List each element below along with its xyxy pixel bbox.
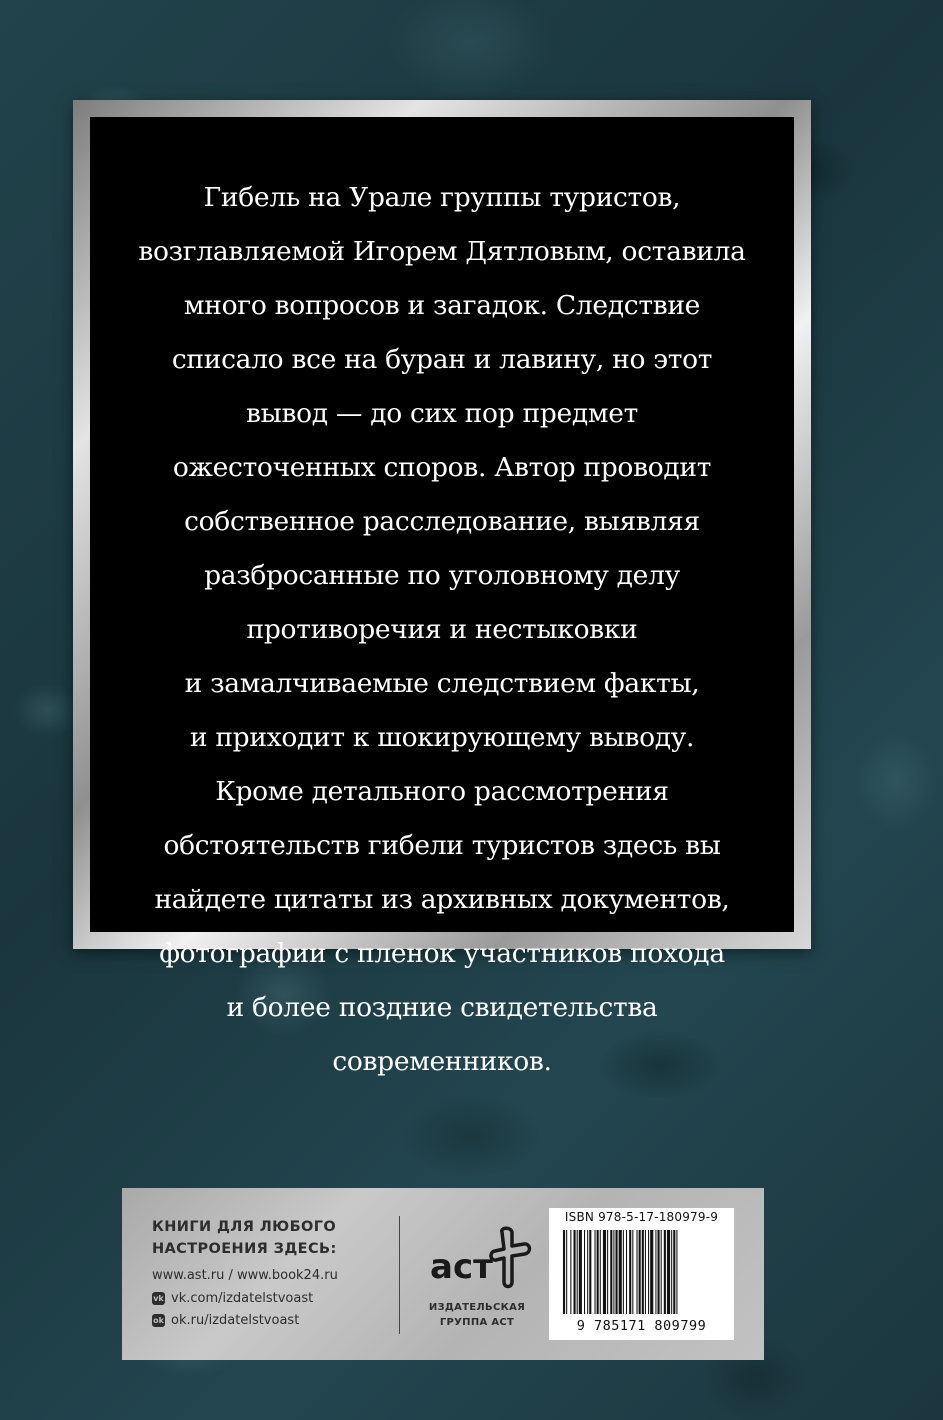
barcode-bar (626, 1230, 627, 1314)
barcode-bar (632, 1230, 633, 1314)
ok-icon: ok (153, 1316, 164, 1325)
barcode-bar (600, 1230, 601, 1314)
blurb-line: ожесточенных споров. Автор проводит (172, 452, 712, 483)
blurb-line: фотографии с пленок участников похода (159, 938, 725, 969)
barcode-bar (667, 1230, 670, 1314)
barcode-bar (623, 1230, 624, 1314)
publisher-line: ГРУППА АСТ (439, 1317, 515, 1328)
blurb-line: и замалчиваемые следствием факты, (184, 668, 700, 699)
divider (399, 1216, 400, 1334)
publisher-name (407, 1300, 547, 1330)
barcode-bar (661, 1230, 662, 1314)
barcode-bars (563, 1230, 721, 1314)
barcode-bar (587, 1230, 588, 1314)
barcode-bar (610, 1230, 612, 1314)
barcode (549, 1208, 734, 1340)
barcode-bar (639, 1230, 641, 1314)
books-title-line: КНИГИ ДЛЯ ЛЮБОГО (152, 1219, 337, 1235)
barcode-bar (676, 1230, 677, 1314)
barcode-bar (584, 1230, 585, 1314)
barcode-bar (607, 1230, 608, 1314)
barcode-bar (613, 1230, 614, 1314)
barcode-bar (616, 1230, 618, 1314)
blurb-line: Гибель на Урале группы туристов, (203, 182, 681, 213)
website-link[interactable] (152, 1268, 338, 1283)
blurb-line: современников. (332, 1046, 552, 1077)
blurb-line: обстоятельств гибели туристов здесь вы (163, 830, 721, 861)
isbn-text: ISBN 978-5-17-180979-9 (564, 1210, 719, 1224)
barcode-bar (603, 1230, 606, 1314)
ok-link[interactable] (152, 1313, 299, 1328)
books-title (152, 1216, 337, 1260)
barcode-bar (637, 1230, 638, 1314)
ok-text: ok.ru/izdatelstvoast (171, 1313, 300, 1328)
publisher-info-box (122, 1188, 764, 1360)
barcode-bar (648, 1230, 649, 1314)
barcode-bar (595, 1230, 596, 1314)
barcode-bar (650, 1230, 653, 1314)
barcode-digits: 9 785171 809799 (576, 1318, 707, 1334)
barcode-bar (658, 1230, 660, 1314)
blurb-line: противоречия и нестыковки (246, 614, 638, 645)
blurb-line: вывод — до сих пор предмет (246, 398, 638, 429)
barcode-bar (597, 1230, 599, 1314)
barcode-bar (664, 1230, 666, 1314)
blurb-line: возглавляемой Игорем Дятловым, оставила (138, 236, 746, 267)
publisher-line: ИЗДАТЕЛЬСКАЯ (428, 1302, 526, 1313)
barcode-bar (645, 1230, 646, 1314)
barcode-bar (655, 1230, 656, 1314)
blurb-frame (73, 100, 811, 1077)
barcode-bar (589, 1230, 591, 1314)
vk-link[interactable] (152, 1291, 313, 1306)
vk-text: vk.com/izdatelstvoast (171, 1291, 314, 1306)
barcode-bar (579, 1230, 582, 1314)
ast-logo-icon (420, 1224, 540, 1294)
blurb-line: найдете цитаты из архивных документов, (154, 884, 730, 915)
website-text: www.ast.ru / www.book24.ru (152, 1268, 338, 1283)
barcode-bar (577, 1230, 578, 1314)
barcode-bar (673, 1230, 675, 1314)
blurb-panel (90, 117, 794, 1077)
logo-text: аст (430, 1247, 493, 1287)
blurb-line: много вопросов и загадок. Следствие (183, 290, 701, 321)
barcode-bar (566, 1230, 567, 1314)
vk-icon: vk (153, 1294, 164, 1303)
barcode-bar (642, 1230, 644, 1314)
barcode-bar (563, 1230, 565, 1314)
barcode-bar (629, 1230, 631, 1314)
barcode-bar (574, 1230, 576, 1314)
barcode-bar (619, 1230, 622, 1314)
barcode-bar (570, 1230, 571, 1314)
books-title-line: НАСТРОЕНИЯ ЗДЕСЬ: (152, 1241, 337, 1257)
blurb-line: собственное расследование, выявляя (184, 506, 700, 537)
blurb-line: и приходит к шокирующему выводу. (189, 722, 695, 753)
barcode-bar (671, 1230, 672, 1314)
blurb-line: и более поздние свидетельства (226, 992, 658, 1023)
blurb-line: Кроме детального рассмотрения (215, 776, 669, 807)
blurb-line: списало все на буран и лавину, но этот (171, 344, 713, 375)
blurb-line: разбросанные по уголовному делу (204, 560, 680, 591)
